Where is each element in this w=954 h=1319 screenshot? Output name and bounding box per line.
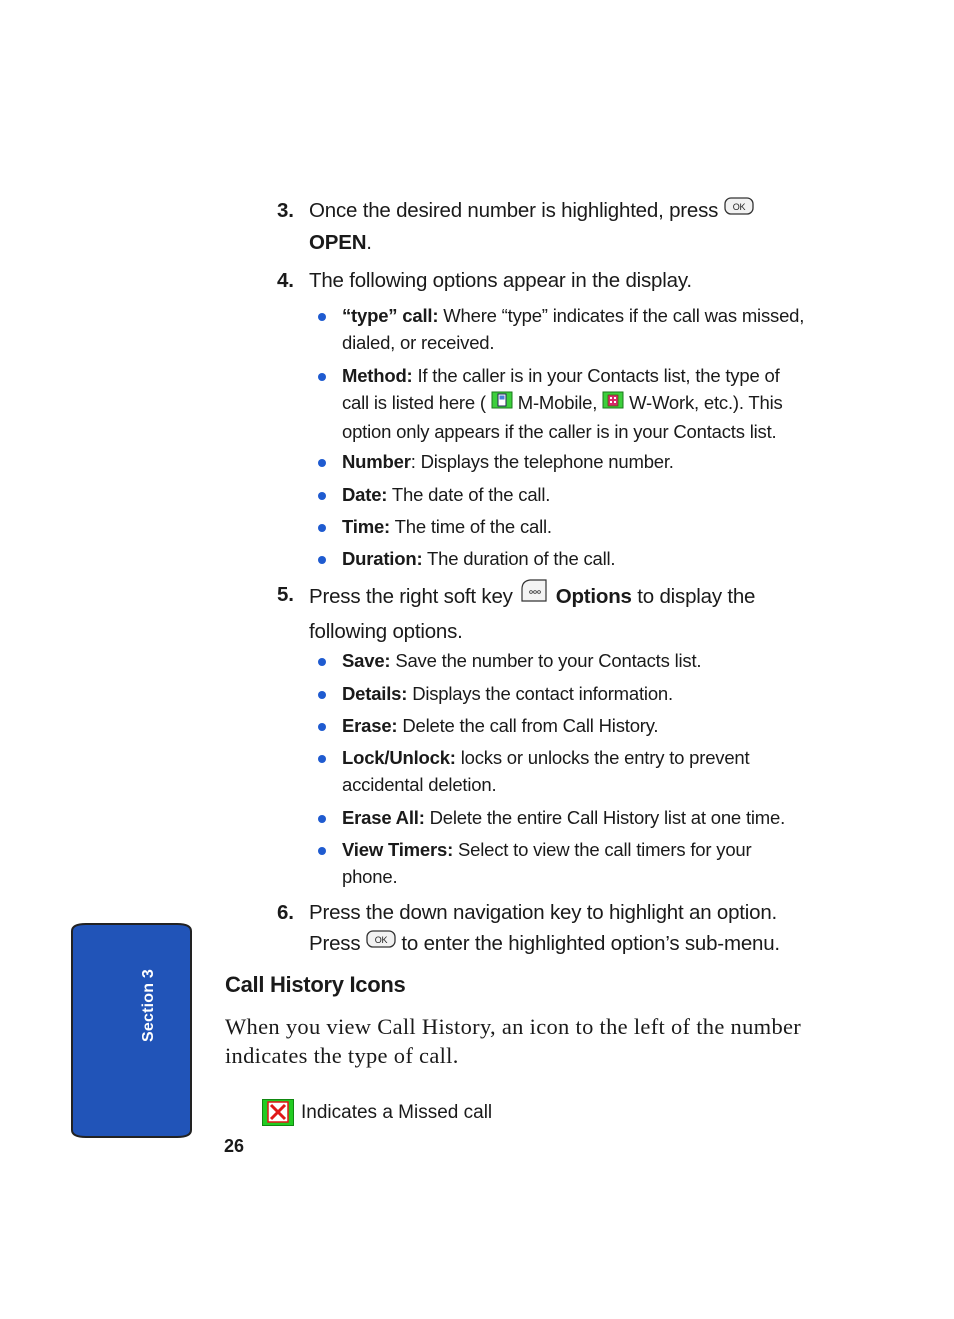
- list-item: [318, 481, 808, 508]
- bullet-icon: [318, 556, 326, 564]
- item-desc: Save the number to your Contacts list.: [395, 650, 702, 671]
- ok-key-label: OK: [732, 202, 746, 213]
- missed-call-icon: [262, 1099, 294, 1126]
- bullet-icon: [318, 459, 326, 467]
- step-number: 3.: [277, 199, 294, 222]
- step-text-end: to enter the highlighted option’s sub-menu.: [401, 932, 780, 955]
- item-term: Date:: [342, 484, 388, 505]
- section-paragraph: When you view Call History, an icon to the left of the number indicates the type of call.: [225, 1014, 802, 1068]
- item-desc: The duration of the call.: [427, 548, 616, 569]
- list-item: [318, 712, 808, 739]
- bullet-icon: [318, 373, 326, 381]
- section-side-tab: [70, 923, 193, 1138]
- work-icon: [602, 389, 624, 416]
- bullet-icon: [318, 815, 326, 823]
- item-desc: W-Work, etc.). This option only appears if the caller is in your Contacts list.: [342, 392, 783, 442]
- item-desc: If the caller is in your Contacts list, the type of call is listed here (: [342, 365, 780, 413]
- side-tab-label: Section 3: [140, 969, 157, 1042]
- item-term: Save:: [342, 650, 391, 671]
- step-text: Once the desired number is highlighted, press: [309, 199, 719, 222]
- bullet-icon: [318, 755, 326, 763]
- item-desc: Delete the call from Call History.: [402, 715, 659, 736]
- page-number: 26: [224, 1136, 245, 1156]
- item-term: View Timers:: [342, 839, 454, 860]
- step-bold-text: Options: [555, 584, 632, 608]
- section-heading: Call History Icons: [225, 972, 406, 997]
- bullet-icon: [318, 691, 326, 699]
- list-item: [318, 362, 808, 445]
- step-bold-text: OPEN: [309, 231, 367, 255]
- item-desc: locks or unlocks the entry to prevent accidental deletion.: [342, 747, 750, 795]
- item-term: Number: [342, 451, 411, 472]
- step-text: The following options appear in the display.: [309, 269, 692, 292]
- list-item: [318, 302, 808, 356]
- mobile-icon: [491, 389, 513, 416]
- step-number: 5.: [277, 583, 294, 606]
- item-term: Lock/Unlock:: [342, 747, 456, 768]
- item-desc: : Displays the telephone number.: [410, 451, 674, 472]
- item-term: Erase All:: [342, 807, 425, 828]
- step-text-end: to display the following options.: [309, 584, 756, 643]
- step-text: Press the down navigation key to highlight an option.: [309, 901, 778, 924]
- item-desc: Displays the contact information.: [412, 683, 673, 704]
- bullet-icon: [318, 658, 326, 666]
- item-desc: The time of the call.: [394, 516, 552, 537]
- item-term: Time:: [342, 516, 391, 537]
- list-item: [318, 680, 808, 707]
- step-text: Press the right soft key: [309, 584, 513, 608]
- icon-legend-text: Indicates a Missed call: [301, 1102, 493, 1123]
- bullet-icon: [318, 723, 326, 731]
- item-desc: Select to view the call timers for your phone.: [342, 839, 752, 887]
- step-6: [277, 897, 817, 960]
- step-3: [277, 195, 817, 258]
- step-text: Press: [309, 932, 361, 955]
- step-text-end: .: [366, 231, 372, 255]
- bullet-icon: [318, 524, 326, 532]
- item-term: Erase:: [342, 715, 398, 736]
- right-soft-key-icon: [518, 577, 550, 614]
- ok-key-icon: [724, 194, 754, 225]
- list-item: [318, 836, 808, 890]
- list-item: [318, 513, 808, 540]
- step-4: [277, 265, 817, 296]
- step-number: 6.: [277, 901, 294, 924]
- item-desc: The date of the call.: [391, 484, 551, 505]
- list-item: [318, 804, 808, 831]
- item-term: Method:: [342, 365, 413, 386]
- step-5: [277, 579, 817, 647]
- item-desc: Delete the entire Call History list at one time.: [429, 807, 786, 828]
- bullet-icon: [318, 492, 326, 500]
- item-term: Duration:: [342, 548, 423, 569]
- list-item: [318, 647, 808, 674]
- item-term: Details:: [342, 683, 408, 704]
- ok-key-icon: [366, 927, 396, 958]
- bullet-icon: [318, 313, 326, 321]
- bullet-icon: [318, 847, 326, 855]
- list-item: [318, 448, 808, 475]
- step-number: 4.: [277, 269, 294, 292]
- ok-key-label: OK: [374, 935, 388, 946]
- item-desc: Where “type” indicates if the call was missed, dialed, or received.: [342, 305, 805, 353]
- item-desc: M-Mobile,: [517, 392, 598, 413]
- item-term: “type” call:: [342, 305, 439, 326]
- list-item: [318, 545, 808, 572]
- list-item: [318, 744, 808, 798]
